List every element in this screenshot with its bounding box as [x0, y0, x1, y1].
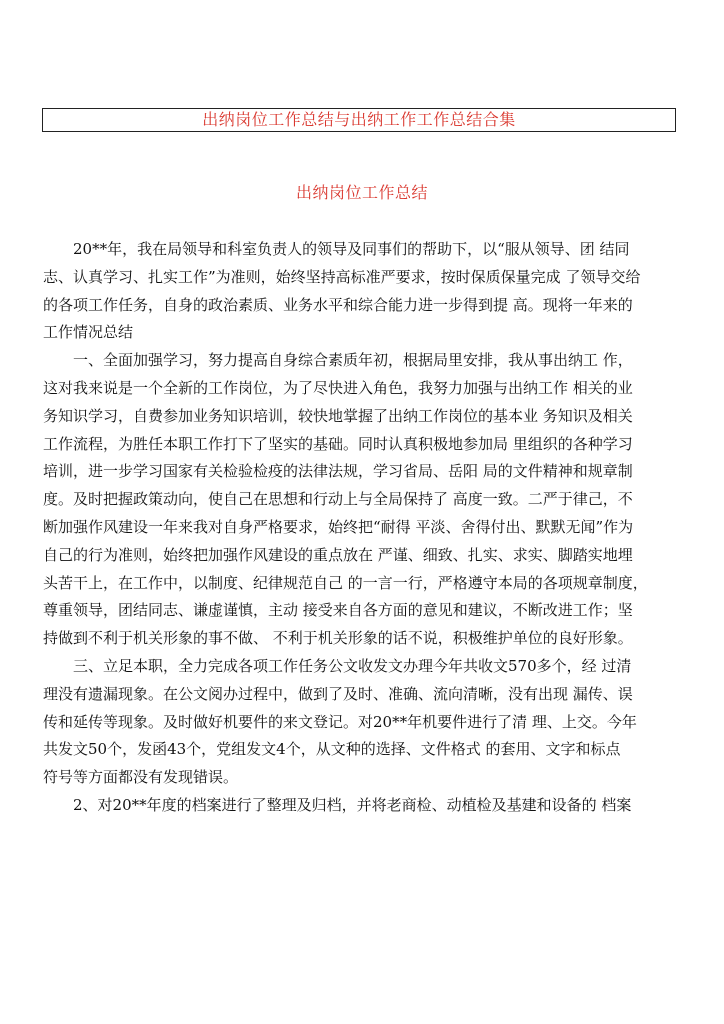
- paragraph-duties: [43, 653, 683, 792]
- text-line: 志、认真学习、扎实工作”为准则，始终坚持高标准严要求，按时保质保量完成 了领导交给: [43, 267, 641, 286]
- text-line: 这对我来说是一个全新的工作岗位，为了尽快进入角色，我努力加强与出纳工作 相关的业: [43, 378, 633, 397]
- text-line: 断加强作风建设一年来我对自身严格要求，始终把“耐得 平淡、舍得付出、默默无闻”作为: [43, 517, 634, 536]
- collection-title: 出纳岗位工作总结与出纳工作工作总结合集: [42, 108, 676, 132]
- text-line: 的各项工作任务，自身的政治素质、业务水平和综合能力进一步得到提 高。现将一年来的: [43, 295, 633, 314]
- text-line: 尊重领导，团结同志、谦虚谨慎，主动 接受来自各方面的意见和建议，不断改进工作；坚: [43, 601, 633, 620]
- text-line: 工作情况总结: [43, 323, 134, 342]
- text-line: 三、立足本职，全力完成各项工作任务公文收发文办理今年共收文570多个，经 过清: [73, 656, 632, 675]
- text-line: 符号等方面都没有发现错误。: [43, 768, 239, 787]
- text-line: 传和延传等现象。及时做好机要件的来文登记。对20**年机要件进行了清 理、上交。今年: [43, 712, 637, 731]
- text-line: 理没有遗漏现象。在公文阅办过程中，做到了及时、准确、流向清晰，没有出现 漏传、误: [43, 684, 633, 703]
- text-line: 一、全面加强学习，努力提高自身综合素质年初，根据局里安排，我从事出纳工 作，: [73, 351, 633, 370]
- text-line: 20**年，我在局领导和科室负责人的领导及同事们的帮助下，以“服从领导、团 结同: [73, 240, 630, 258]
- text-line: 2、对20**年度的档案进行了整理及归档，并将老商检、动植检及基建和设备的 档案: [73, 795, 632, 814]
- text-line: 度。及时把握政策动向，使自己在思想和行动上与全局保持了 高度一致。二严于律己，不: [43, 490, 633, 509]
- paragraph-archives: [43, 792, 683, 820]
- text-line: 工作流程，为胜任本职工作打下了坚实的基础。同时认真积极地参加局 里组织的各种学习: [43, 434, 633, 453]
- document-body: [43, 236, 683, 820]
- text-line: 持做到不利于机关形象的事不做、 不利于机关形象的话不说，积极维护单位的良好形象。: [43, 629, 633, 648]
- paragraph-study: [43, 347, 683, 653]
- text-line: 培训，进一步学习国家有关检验检疫的法律法规，学习省局、岳阳 局的文件精神和规章制: [43, 462, 633, 481]
- text-line: 务知识学习，自费参加业务知识培训，较快地掌握了出纳工作岗位的基本业 务知识及相关: [43, 406, 633, 425]
- section-title: 出纳岗位工作总结: [295, 183, 428, 202]
- text-line: 头苦干上，在工作中，以制度、纪律规范自己 的一言一行，严格遵守本局的各项规章制度，: [43, 573, 648, 592]
- paragraph-intro: [43, 236, 683, 347]
- text-line: 共发文50个，发函43个，党组发文4个，从文种的选择、文件格式 的套用、文字和标点: [43, 740, 621, 759]
- text-line: 自己的行为准则，始终把加强作风建设的重点放在 严谨、细致、扎实、求实、脚踏实地埋: [43, 545, 633, 564]
